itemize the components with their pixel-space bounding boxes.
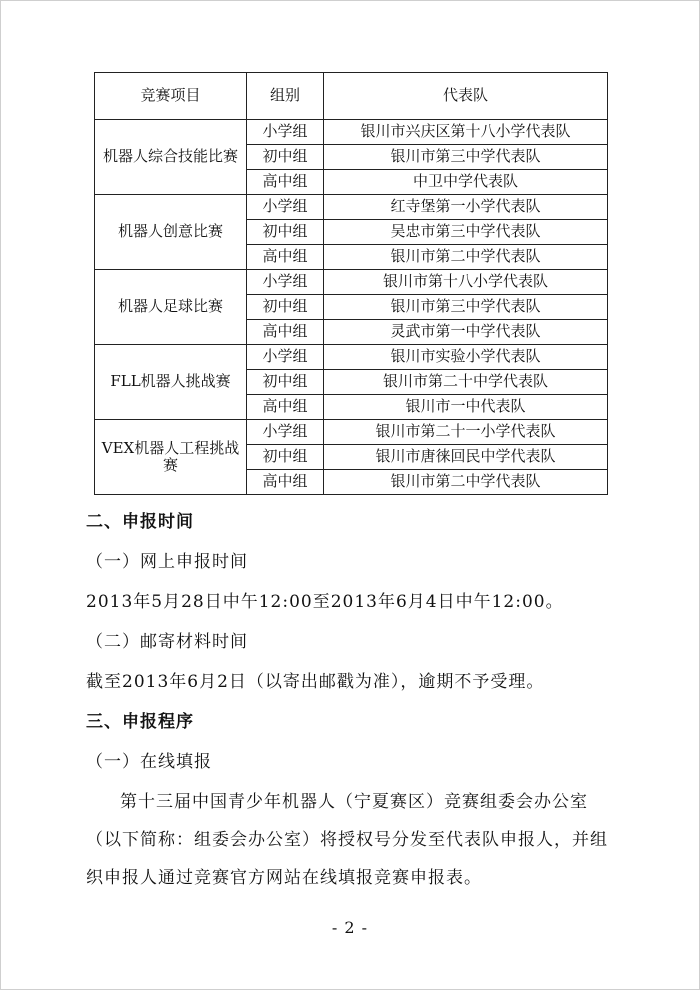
table-row — [95, 420, 608, 445]
team-cell: 银川市第二中学代表队 — [324, 470, 608, 495]
event-name: FLL机器人挑战赛 — [95, 345, 247, 420]
team-cell: 银川市第三中学代表队 — [324, 295, 608, 320]
group-cell: 小学组 — [247, 270, 324, 295]
page-number: - 2 - — [331, 918, 369, 937]
group-cell: 小学组 — [247, 195, 324, 220]
group-cell: 初中组 — [247, 370, 324, 395]
team-cell: 银川市第十八小学代表队 — [324, 270, 608, 295]
team-cell: 银川市第二十一小学代表队 — [324, 420, 608, 445]
table-row — [95, 195, 608, 220]
procedure-paragraph: 第十三届中国青少年机器人（宁夏赛区）竞赛组委会办公室（以下简称：组委会办公室）将授权号分发至代表队申报人，并组织申报人通过竞赛官方网站在线填报竞赛申报表。 — [86, 792, 608, 888]
online-fill-label: （一）在线填报 — [86, 752, 212, 773]
group-cell: 初中组 — [247, 295, 324, 320]
group-cell: 小学组 — [247, 120, 324, 145]
team-cell: 银川市第二中学代表队 — [324, 245, 608, 270]
mail-materials-label: （二）邮寄材料时间 — [86, 632, 248, 653]
mail-deadline-text: 截至2013年6月2日（以寄出邮戳为准），逾期不予受理。 — [86, 672, 545, 693]
group-cell: 高中组 — [247, 470, 324, 495]
event-name: 机器人创意比赛 — [95, 195, 247, 270]
header-team: 代表队 — [324, 73, 608, 120]
document-body — [86, 503, 616, 897]
table-row — [95, 120, 608, 145]
team-cell: 银川市实验小学代表队 — [324, 345, 608, 370]
online-application-label: （一）网上申报时间 — [86, 552, 248, 573]
team-cell: 银川市第三中学代表队 — [324, 145, 608, 170]
team-cell: 红寺堡第一小学代表队 — [324, 195, 608, 220]
team-cell: 银川市一中代表队 — [324, 395, 608, 420]
team-cell: 银川市兴庆区第十八小学代表队 — [324, 120, 608, 145]
group-cell: 高中组 — [247, 395, 324, 420]
group-cell: 小学组 — [247, 420, 324, 445]
group-cell: 初中组 — [247, 145, 324, 170]
table-row — [95, 270, 608, 295]
header-event: 竞赛项目 — [95, 73, 247, 120]
team-cell: 银川市第二十中学代表队 — [324, 370, 608, 395]
header-group: 组别 — [247, 73, 324, 120]
competition-teams-table — [94, 72, 608, 495]
group-cell: 小学组 — [247, 345, 324, 370]
group-cell: 高中组 — [247, 170, 324, 195]
section-heading-application-time: 二、申报时间 — [86, 512, 194, 533]
group-cell: 初中组 — [247, 445, 324, 470]
section-heading-application-procedure: 三、申报程序 — [86, 712, 194, 733]
team-cell: 银川市唐徕回民中学代表队 — [324, 445, 608, 470]
table-header-row — [95, 73, 608, 120]
event-name: VEX机器人工程挑战赛 — [95, 420, 247, 495]
table-row — [95, 345, 608, 370]
group-cell: 高中组 — [247, 320, 324, 345]
group-cell: 高中组 — [247, 245, 324, 270]
team-cell: 灵武市第一中学代表队 — [324, 320, 608, 345]
team-cell: 吴忠市第三中学代表队 — [324, 220, 608, 245]
group-cell: 初中组 — [247, 220, 324, 245]
online-application-period: 2013年5月28日中午12:00至2013年6月4日中午12:00。 — [86, 592, 564, 613]
event-name: 机器人综合技能比赛 — [95, 120, 247, 195]
event-name: 机器人足球比赛 — [95, 270, 247, 345]
team-cell: 中卫中学代表队 — [324, 170, 608, 195]
